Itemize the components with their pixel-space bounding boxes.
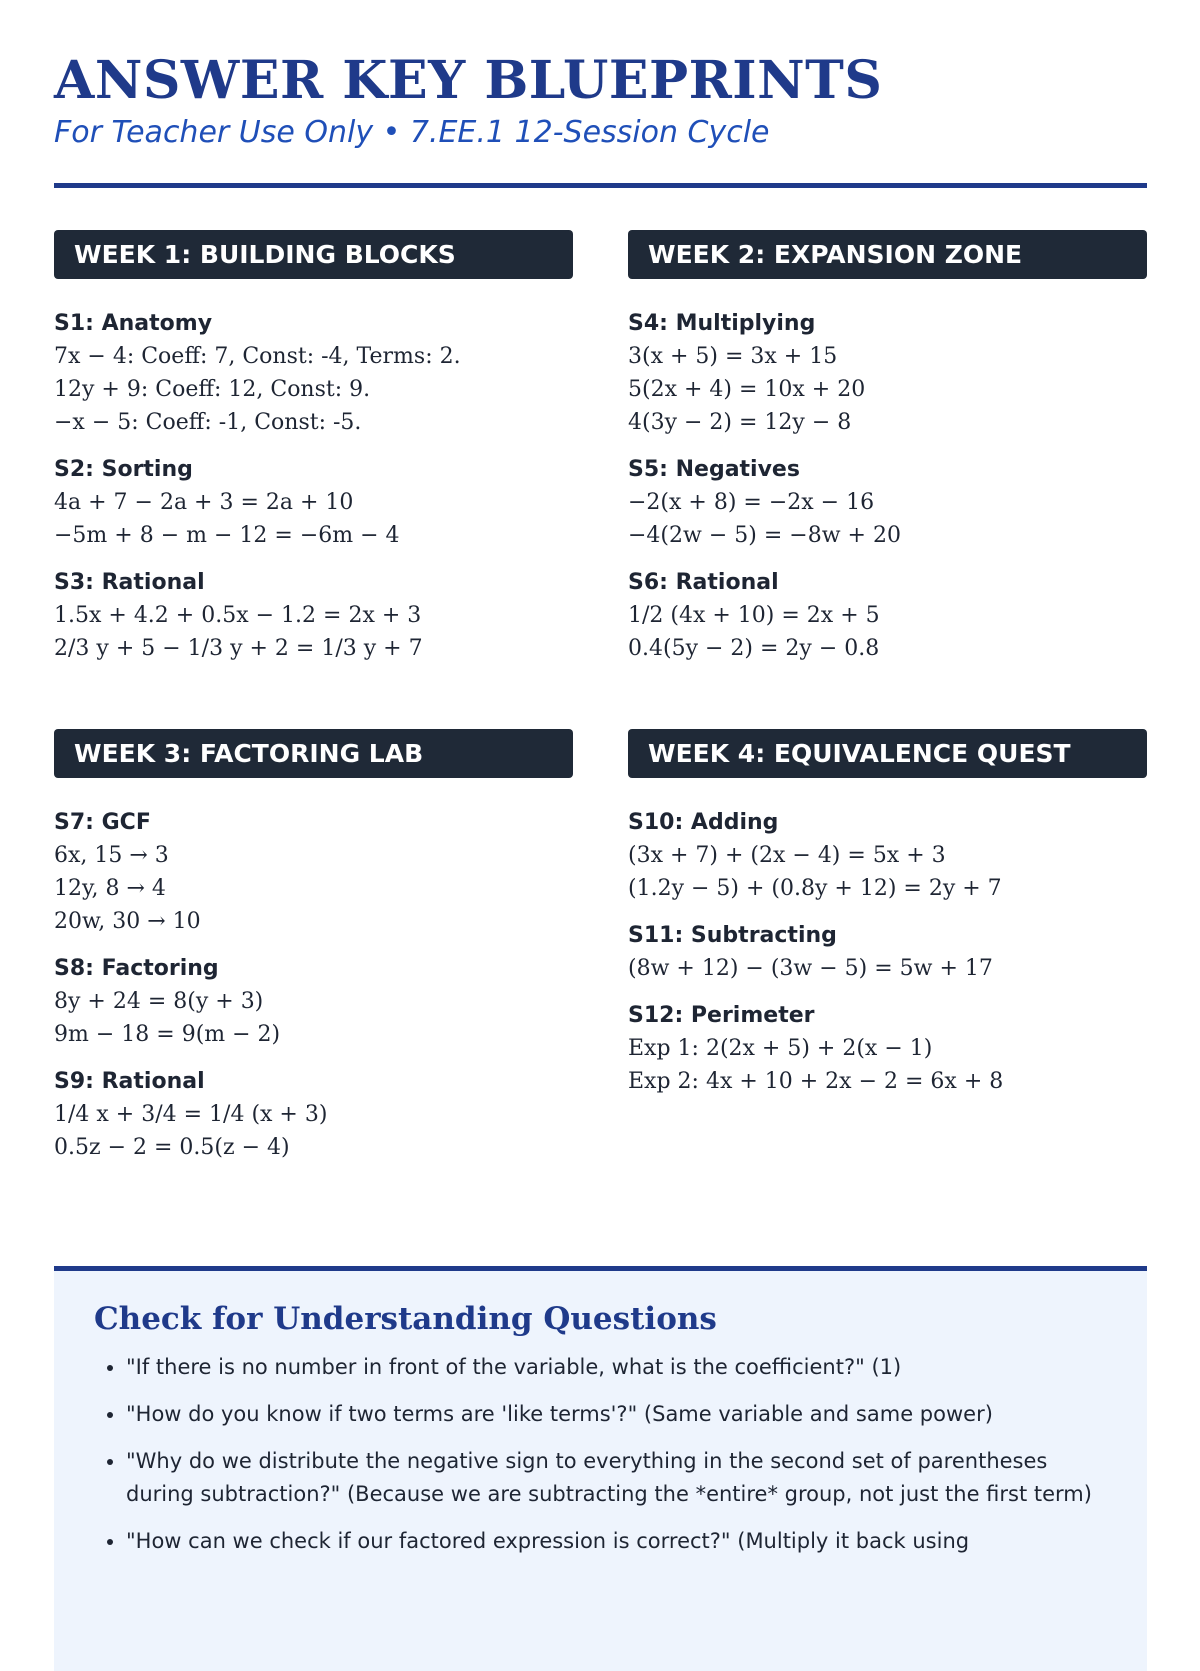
cfu-question: • "Why do we distribute the negative sign to everything in the second set of parentheses during subtraction?" (Because we are subtracting the *entire* group, not just the first term) bbox=[126, 1445, 1107, 1511]
session-s11 bbox=[628, 919, 1147, 985]
week-2-header: WEEK 2: EXPANSION ZONE bbox=[628, 230, 1147, 279]
cfu-question: • "How do you know if two terms are 'like terms'?" (Same variable and same power) bbox=[126, 1398, 1107, 1431]
session-s1 bbox=[54, 307, 573, 439]
session-title: S4: Multiplying bbox=[628, 311, 816, 337]
week-3-section bbox=[54, 729, 573, 1178]
answer-line: −2(x + 8) = −2x − 16 bbox=[628, 490, 875, 516]
answer-line: −x − 5: Coeff: -1, Const: -5. bbox=[54, 410, 362, 436]
session-s7 bbox=[54, 806, 573, 938]
week-4-header: WEEK 4: EQUIVALENCE QUEST bbox=[628, 729, 1147, 778]
answer-line: 1/4 x + 3/4 = 1/4 (x + 3) bbox=[54, 1102, 328, 1128]
answer-line: (8w + 12) − (3w − 5) = 5w + 17 bbox=[628, 956, 993, 982]
page-subtitle: For Teacher Use Only • 7.EE.1 12-Session Cycle bbox=[54, 115, 770, 151]
answer-line: 2/3 y + 5 − 1/3 y + 2 = 1/3 y + 7 bbox=[54, 636, 423, 662]
session-title: S3: Rational bbox=[54, 570, 205, 596]
answer-line: 4(3y − 2) = 12y − 8 bbox=[628, 410, 852, 436]
answer-line: 3(x + 5) = 3x + 15 bbox=[628, 344, 838, 370]
answer-line: 7x − 4: Coeff: 7, Const: -4, Terms: 2. bbox=[54, 344, 461, 370]
answer-line: 20w, 30 → 10 bbox=[54, 909, 201, 935]
cfu-title: Check for Understanding Questions bbox=[94, 1301, 717, 1338]
answer-line: 1/2 (4x + 10) = 2x + 5 bbox=[628, 603, 880, 629]
session-s8 bbox=[54, 952, 573, 1051]
session-s9 bbox=[54, 1065, 573, 1164]
week-1-header: WEEK 1: BUILDING BLOCKS bbox=[54, 230, 573, 279]
answer-line: 0.5z − 2 = 0.5(z − 4) bbox=[54, 1135, 290, 1161]
session-title: S8: Factoring bbox=[54, 956, 219, 982]
week-2-section bbox=[628, 230, 1147, 679]
session-title: S10: Adding bbox=[628, 810, 779, 836]
session-title: S2: Sorting bbox=[54, 457, 193, 483]
session-title: S12: Perimeter bbox=[628, 1003, 815, 1029]
answer-line: 6x, 15 → 3 bbox=[54, 843, 169, 869]
session-s3 bbox=[54, 566, 573, 665]
session-s12 bbox=[628, 999, 1147, 1098]
session-title: S11: Subtracting bbox=[628, 923, 837, 949]
session-s10 bbox=[628, 806, 1147, 905]
session-title: S5: Negatives bbox=[628, 457, 800, 483]
check-for-understanding-box bbox=[54, 1266, 1147, 1671]
session-s5 bbox=[628, 453, 1147, 552]
session-s2 bbox=[54, 453, 573, 552]
session-s6 bbox=[628, 566, 1147, 665]
answer-line: 8y + 24 = 8(y + 3) bbox=[54, 989, 264, 1015]
answer-line: −5m + 8 − m − 12 = −6m − 4 bbox=[54, 523, 400, 549]
session-title: S1: Anatomy bbox=[54, 311, 213, 337]
answer-line: 12y + 9: Coeff: 12, Const: 9. bbox=[54, 377, 371, 403]
answer-line: Exp 1: 2(2x + 5) + 2(x − 1) bbox=[628, 1036, 933, 1062]
answer-line: −4(2w − 5) = −8w + 20 bbox=[628, 523, 901, 549]
cfu-question: • "If there is no number in front of the variable, what is the coefficient?" (1) bbox=[126, 1351, 1107, 1384]
answer-line: 1.5x + 4.2 + 0.5x − 1.2 = 2x + 3 bbox=[54, 603, 422, 629]
session-s4 bbox=[628, 307, 1147, 439]
week-1-section bbox=[54, 230, 573, 679]
answer-line: (3x + 7) + (2x − 4) = 5x + 3 bbox=[628, 843, 946, 869]
page-title: ANSWER KEY BLUEPRINTS bbox=[54, 50, 883, 111]
answer-line: 9m − 18 = 9(m − 2) bbox=[54, 1022, 281, 1048]
cfu-question: • "How can we check if our factored expression is correct?" (Multiply it back using bbox=[126, 1525, 1107, 1558]
answer-line: 4a + 7 − 2a + 3 = 2a + 10 bbox=[54, 490, 354, 516]
answer-line: Exp 2: 4x + 10 + 2x − 2 = 6x + 8 bbox=[628, 1069, 1004, 1095]
answer-line: 5(2x + 4) = 10x + 20 bbox=[628, 377, 866, 403]
weeks-grid bbox=[54, 230, 1147, 1228]
answer-line: 0.4(5y − 2) = 2y − 0.8 bbox=[628, 636, 880, 662]
answer-line: (1.2y − 5) + (0.8y + 12) = 2y + 7 bbox=[628, 876, 1002, 902]
session-title: S7: GCF bbox=[54, 810, 151, 836]
header-divider bbox=[54, 183, 1147, 188]
session-title: S9: Rational bbox=[54, 1069, 205, 1095]
week-3-header: WEEK 3: FACTORING LAB bbox=[54, 729, 573, 778]
answer-line: 12y, 8 → 4 bbox=[54, 876, 166, 902]
answer-key-page bbox=[54, 52, 1147, 1671]
week-4-section bbox=[628, 729, 1147, 1178]
cfu-list bbox=[94, 1351, 1107, 1558]
session-title: S6: Rational bbox=[628, 570, 779, 596]
